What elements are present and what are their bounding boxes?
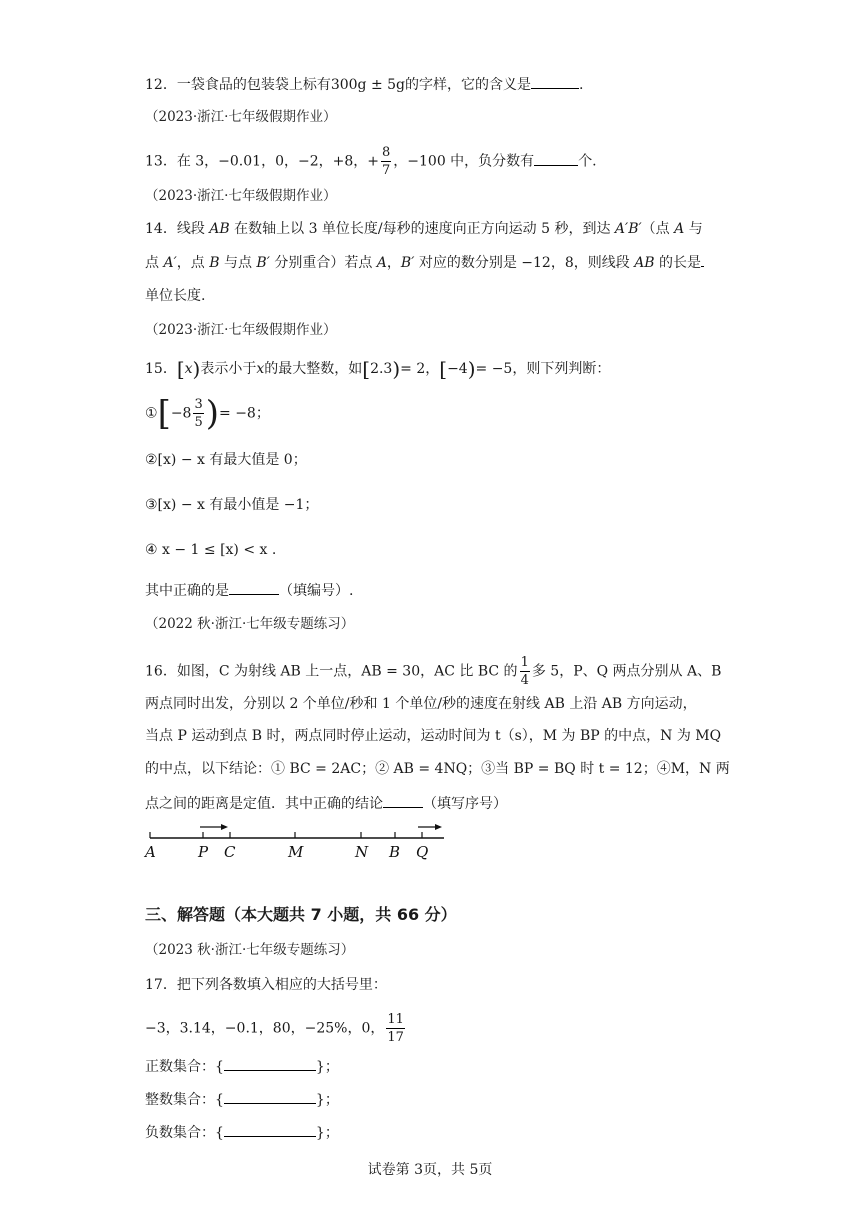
q16-line-3: 当点 P 运动到点 B 时，两点同时停止运动，运动时间为 t（s），M 为 BP 的中点，N 为 MQ: [145, 728, 722, 744]
q14-t2: 在数轴上以 3 单位长度/每秒的速度向正方向运动 5 秒，到达: [229, 221, 615, 237]
q14-t10: 对应的数分别是 −12，8，则线段: [414, 255, 635, 271]
q17-numbers: [145, 1013, 407, 1044]
q17-frac-den: 17: [387, 1030, 404, 1045]
q13-answer-blank[interactable]: [534, 151, 578, 166]
q14-line-1: [145, 219, 703, 239]
set-label-negative: 负数集合：: [145, 1125, 215, 1141]
q15-x: x: [184, 361, 193, 377]
source-tag-3: （2023·浙江·七年级假期作业）: [145, 322, 337, 338]
set-label-integer: 整数集合：: [145, 1092, 215, 1108]
set-label-positive: 正数集合：: [145, 1059, 215, 1075]
q15-x2: x: [256, 361, 265, 377]
q14-a: A: [674, 221, 685, 237]
q17-set-integer: [145, 1089, 339, 1110]
q12-value: 300g ± 5g: [330, 77, 406, 93]
q14-t8: 分别重合）若点: [269, 255, 377, 271]
q13-frac-num: 8: [382, 145, 391, 160]
q16-line-2: 两点同时出发，分别以 2 个单位/秒和 1 个单位/秒的速度在射线 AB 上沿 AB 方向运动，: [145, 696, 697, 712]
q16-t2: 多 5，P、Q 两点分别从 A、B: [531, 663, 722, 680]
q12-text-2: 的字样，它的含义是: [405, 77, 532, 93]
q13-end: 个.: [578, 153, 597, 170]
q13-text: 13．在 3，: [145, 153, 219, 170]
q15-ex2-close: ): [467, 357, 476, 381]
q15-ex1-close: ): [392, 357, 401, 381]
q17-fraction: [386, 1013, 405, 1044]
point-label-q: Q: [416, 843, 429, 861]
source-tag-4: （2022 秋·浙江·七年级专题练习）: [145, 616, 355, 632]
brace-open: {: [215, 1092, 224, 1108]
q15-t1: 表示小于: [200, 361, 257, 377]
q14-ap: A′: [163, 255, 177, 271]
q13-list-2: ，−100 中，负分数有: [393, 153, 535, 170]
q16-frac-num: 1: [520, 655, 529, 670]
point-label-m: M: [288, 843, 304, 861]
source-tag-1: （2023·浙江·七年级假期作业）: [145, 109, 337, 125]
q14-line-3: 单位长度.: [145, 288, 206, 304]
q12-answer-blank[interactable]: [531, 74, 579, 89]
q15-item-3: ③[x) − x 有最小值是 −1；: [145, 497, 319, 513]
page-footer: 试卷第 3页，共 5页: [367, 1162, 493, 1178]
point-label-c: C: [224, 843, 236, 861]
q14-answer-blank[interactable]: [701, 252, 704, 267]
q17-set-positive: [145, 1056, 339, 1077]
q14-t6: ，点: [176, 255, 210, 271]
q16-fraction: [520, 656, 530, 687]
brace-close: }；: [315, 1092, 339, 1108]
q15-ask: [145, 580, 353, 601]
q16-line-5: [145, 793, 507, 814]
point-label-p: P: [198, 843, 209, 861]
q14-ab: AB: [209, 221, 230, 237]
brace-close: }；: [315, 1125, 339, 1141]
q14-line-2: [145, 252, 704, 273]
positive-set-blank[interactable]: [224, 1056, 316, 1071]
q14-b: B: [209, 255, 220, 271]
q15-item-2: ②[x) − x 有最大值是 0；: [145, 452, 307, 468]
q15-item-4: ④ x − 1 ≤ [x) < x .: [145, 542, 277, 558]
q16-line-4: 的中点，以下结论：① BC = 2AC；② AB = 4NQ；③当 BP = BQ 时 t = 12；④M，N 两: [145, 761, 730, 777]
q16-t6: （填写序号）: [423, 796, 507, 812]
q13-line: [145, 146, 597, 177]
q15-item-1: [145, 393, 270, 434]
q15-ex2: = −5，则下列判断：: [475, 361, 611, 377]
q15-ex2-bracket: [: [439, 357, 448, 381]
negative-set-blank[interactable]: [224, 1122, 316, 1137]
q14-t11: 的长是: [654, 255, 702, 271]
section-3-heading: 三、解答题（本大题共 7 小题，共 66 分）: [145, 905, 457, 924]
q15-i1-den: 5: [194, 415, 203, 430]
q15-ask-text: 其中正确的是: [145, 583, 229, 599]
q14-bp2: B′: [400, 255, 415, 271]
q15-ex1: = 2，: [400, 361, 440, 377]
q16-line-1: [145, 656, 721, 687]
q15-i1-int: −8: [170, 405, 192, 422]
q17-nums: −3，3.14，−0.1，80，−25%，0，: [145, 1020, 385, 1037]
q14-t5: 点: [145, 255, 164, 271]
q13-fraction: [381, 146, 391, 177]
point-label-b: B: [389, 843, 401, 861]
q15-i1-close: ): [205, 393, 220, 434]
point-label-n: N: [355, 843, 369, 861]
q15-i1-num: 3: [194, 397, 203, 412]
q15-t2: 的最大整数，如: [264, 361, 363, 377]
brace-close: }；: [315, 1059, 339, 1075]
q12-end: .: [579, 77, 584, 93]
q14-t4: 与: [684, 221, 703, 237]
q15-i1-bracket: [: [157, 393, 171, 434]
q14-t9: ，: [386, 255, 401, 271]
number-line-figure: [140, 818, 450, 862]
point-label-a: A: [145, 843, 156, 861]
q15-i1-marker: ①: [145, 405, 158, 422]
q16-t5: 点之间的距离是定值．其中正确的结论: [145, 796, 383, 812]
q14-t1: 14．线段: [145, 221, 210, 237]
q15-answer-blank[interactable]: [229, 580, 279, 595]
q15-intro: 15．[x)表示小于x的最大整数，如[2.3)= 2，[−4)= −5，则下列判断：: [145, 357, 611, 381]
source-tag-2: （2023·浙江·七年级假期作业）: [145, 188, 337, 204]
q15-i1-fraction: [193, 398, 203, 429]
q14-ab2: AB: [634, 255, 655, 271]
q17-frac-num: 11: [387, 1012, 404, 1027]
q16-answer-blank[interactable]: [383, 793, 423, 808]
q14-apbp: A′B′: [614, 221, 642, 237]
q15-num: 15．: [145, 361, 177, 377]
q17-title: 17．把下列各数填入相应的大括号里：: [145, 977, 387, 993]
q14-t7: 与点: [219, 255, 257, 271]
q14-a2: A: [376, 255, 387, 271]
q15-bracket: [: [176, 357, 185, 381]
q13-frac-den: 7: [382, 163, 391, 178]
q15-ask-text-2: （填编号）.: [279, 583, 354, 599]
q15-bracket-close: ): [192, 357, 201, 381]
q13-list: −0.01，0，−2，+8，+: [218, 153, 379, 170]
q12-line: [145, 74, 583, 95]
q16-t1: 16．如图，C 为射线 AB 上一点，AB = 30，AC 比 BC 的: [145, 663, 518, 680]
integer-set-blank[interactable]: [224, 1089, 316, 1104]
q17-set-negative: [145, 1122, 339, 1143]
q15-ex1-bracket: [: [362, 357, 371, 381]
source-tag-5: （2023 秋·浙江·七年级专题练习）: [145, 942, 355, 958]
brace-open: {: [215, 1059, 224, 1075]
q16-frac-den: 4: [520, 673, 529, 688]
q14-bp: B′: [256, 255, 270, 271]
q14-t3: （点: [641, 221, 675, 237]
q12-text: 12．一袋食品的包装袋上标有: [145, 77, 331, 93]
brace-open: {: [215, 1125, 224, 1141]
q15-i1-eq: = −8；: [219, 405, 270, 422]
